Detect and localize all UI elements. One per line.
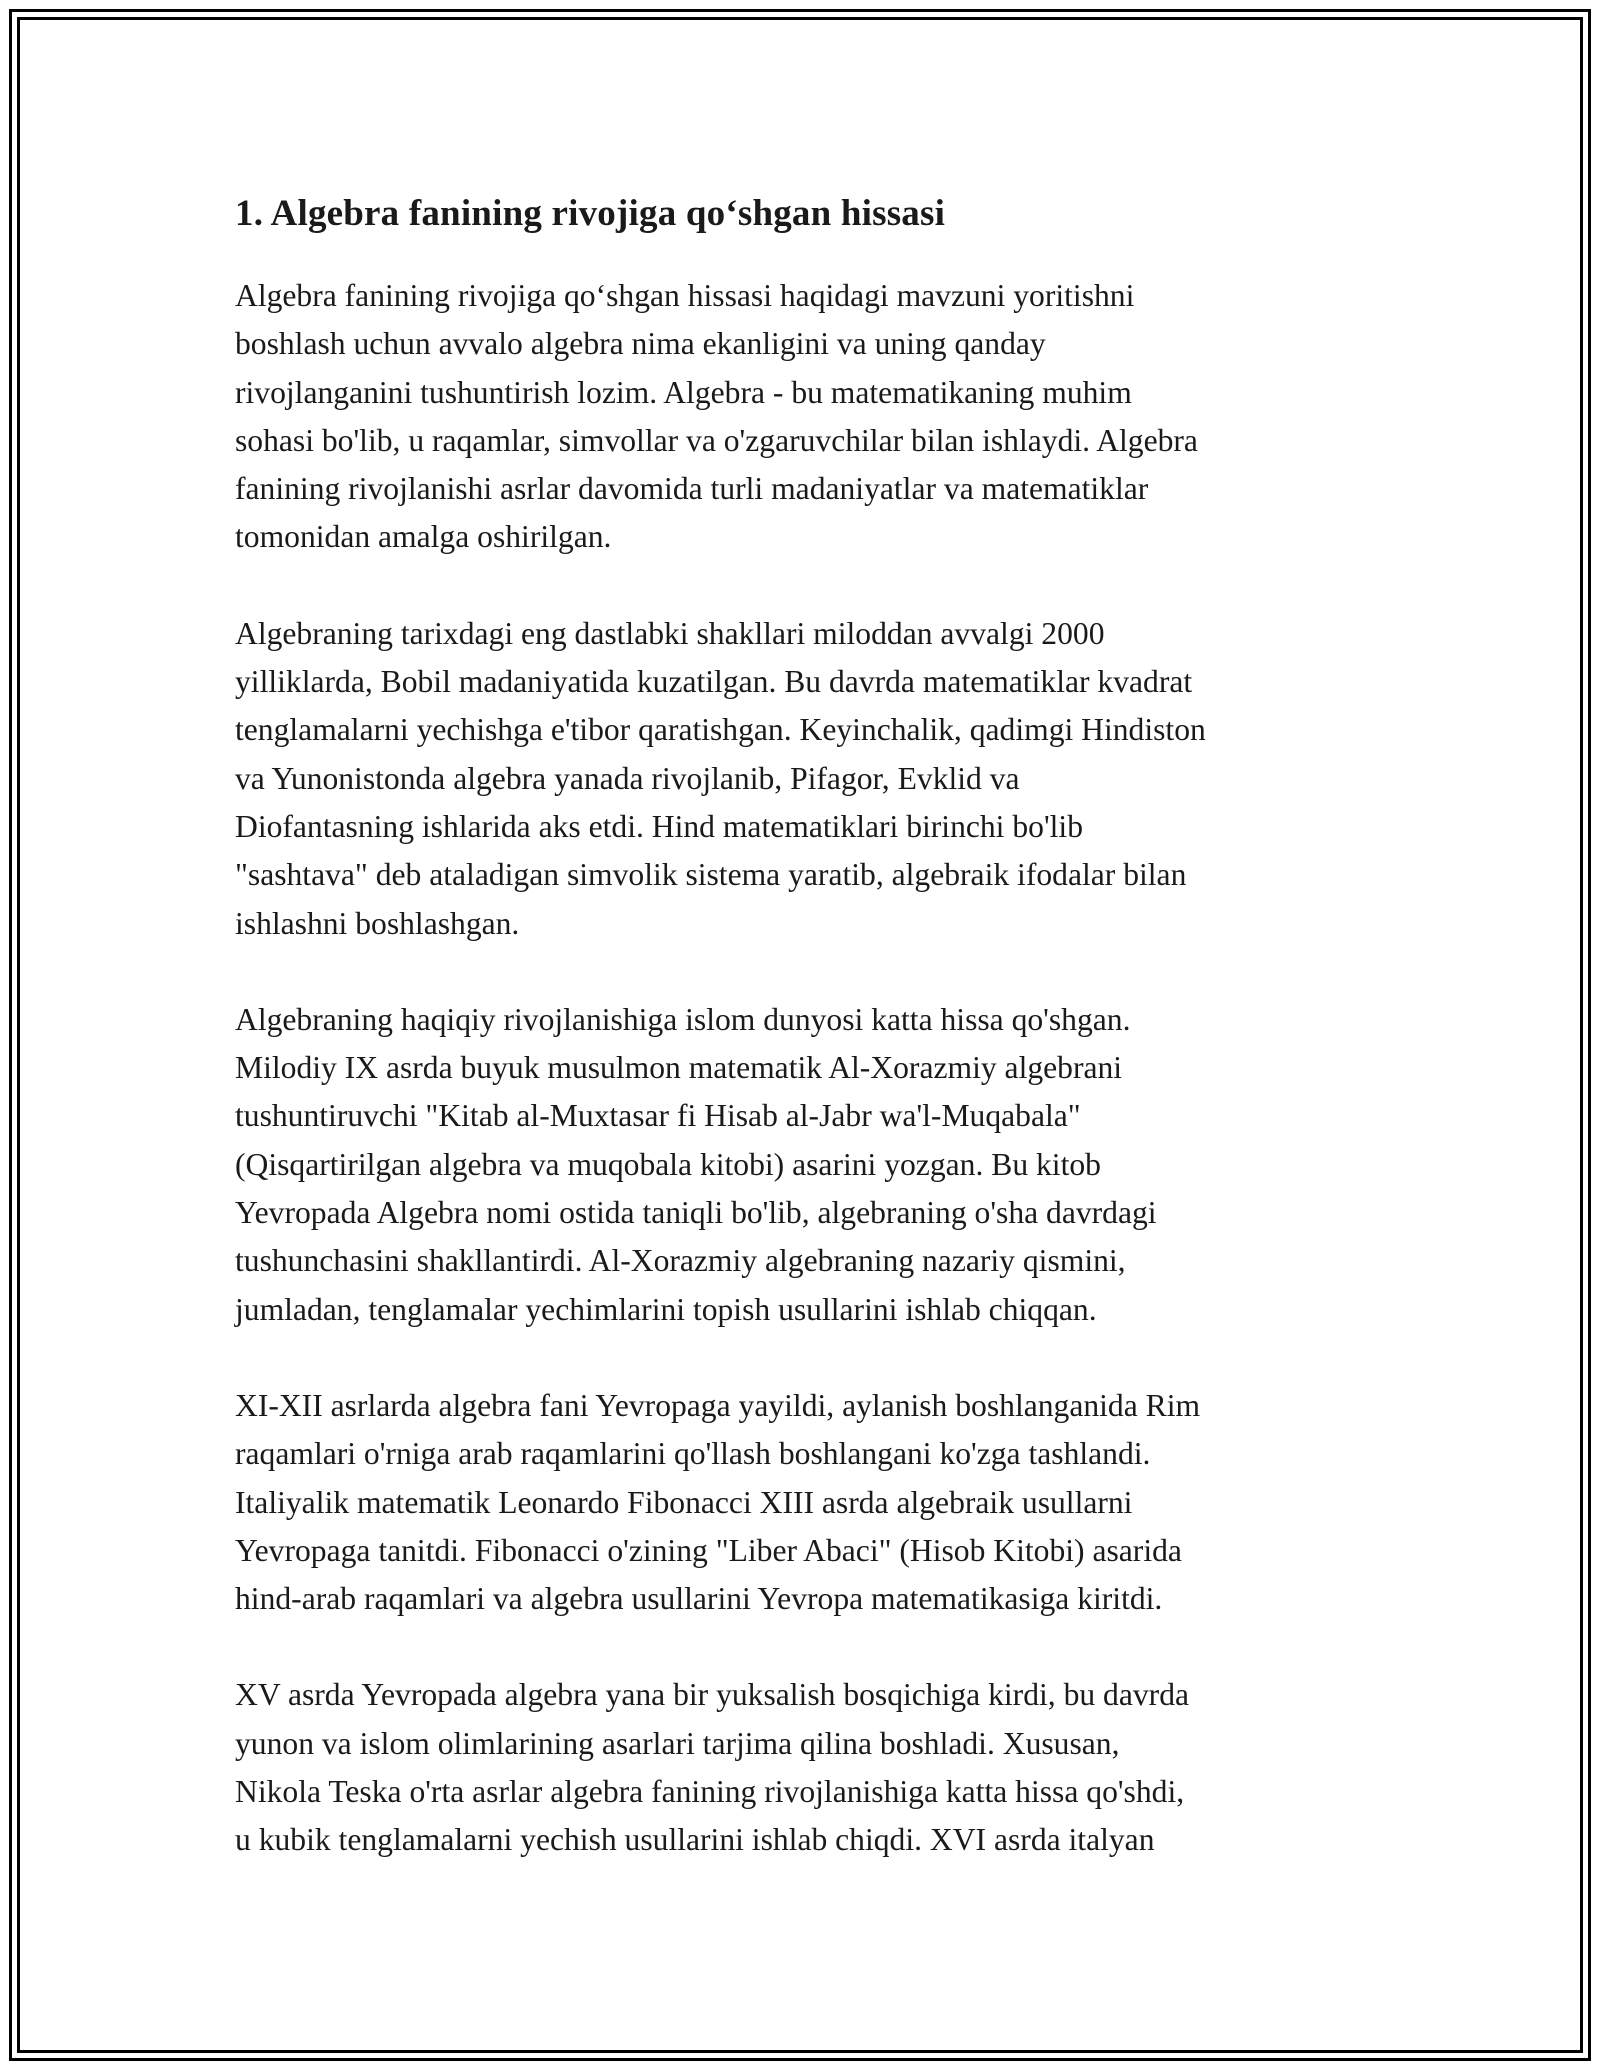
paragraph-2: Algebraning tarixdagi eng dastlabki shakllari miloddan avvalgi 2000 yilliklarda, Bobil madaniyatida kuzatilgan. Bu davrda matematiklar kvadrat tenglamalarni yechishga e'tibor qaratishgan. Keyinchalik, qadimgi Hindiston va Yunonistonda algebra yanada rivojlanib, Pifagor, Evklid va Diofantasning ishlarida aks etdi. Hind matematiklari birinchi bo'lib "sashtava" deb ataladigan simvolik sistema yaratib, algebraik ifodalar bilan ishlashni boshlashgan. (235, 615, 1206, 941)
paragraph-1: Algebra fanining rivojiga qo‘shgan hissasi haqidagi mavzuni yoritishni boshlash uchun avvalo algebra nima ekanligini va uning qanday rivojlanganini tushuntirish lozim. Algebra - bu matematikaning muhim sohasi bo'lib, u raqamlar, simvollar va o'zgaruvchilar bilan ishlaydi. Algebra fanining rivojlanishi asrlar davomida turli madaniyatlar va matematiklar tomonidan amalga oshirilgan. (235, 278, 1198, 555)
paragraph-3: Algebraning haqiqiy rivojlanishiga islom dunyosi katta hissa qo'shgan. Milodiy IX asrda buyuk musulmon matematik Al-Xorazmiy algebrani tushuntiruvchi "Kitab al-Muxtasar fi Hisab al-Jabr wa'l-Muqabala" (Qisqartirilgan algebra va muqobala kitobi) asarini yozgan. Bu kitob Yevropada Algebra nomi ostida taniqli bo'lib, algebraning o'sha davrdagi tushunchasini shakllantirdi. Al-Xorazmiy algebraning nazariy qismini, jumladan, tenglamalar yechimlarini topish usullarini ishlab chiqqan. (235, 1001, 1157, 1327)
paragraph-5: XV asrda Yevropada algebra yana bir yuksalish bosqichiga kirdi, bu davrda yunon va islom olimlarining asarlari tarjima qilina boshladi. Xususan, Nikola Teska o'rta asrlar algebra fanining rivojlanishiga katta hissa qo'shdi, u kubik tenglamalarni yechish usullarini ishlab chiqdi. XVI asrda italyan (235, 1677, 1190, 1858)
document-body (235, 186, 1370, 1913)
paragraph-4: XI-XII asrlarda algebra fani Yevropaga yayildi, aylanish boshlanganida Rim raqamlari o'rniga arab raqamlarini qo'llash boshlangani ko'zga tashlandi. Italiyalik matematik Leonardo Fibonacci XIII asrda algebraik usullarni Yevropaga tanitdi. Fibonacci o'zining "Liber Abaci" (Hisob Kitobi) asarida hind-arab raqamlari va algebra usullarini Yevropa matematikasiga kiritdi. (235, 1387, 1201, 1617)
section-heading: 1. Algebra fanining rivojiga qo‘shgan hissasi (235, 193, 946, 234)
